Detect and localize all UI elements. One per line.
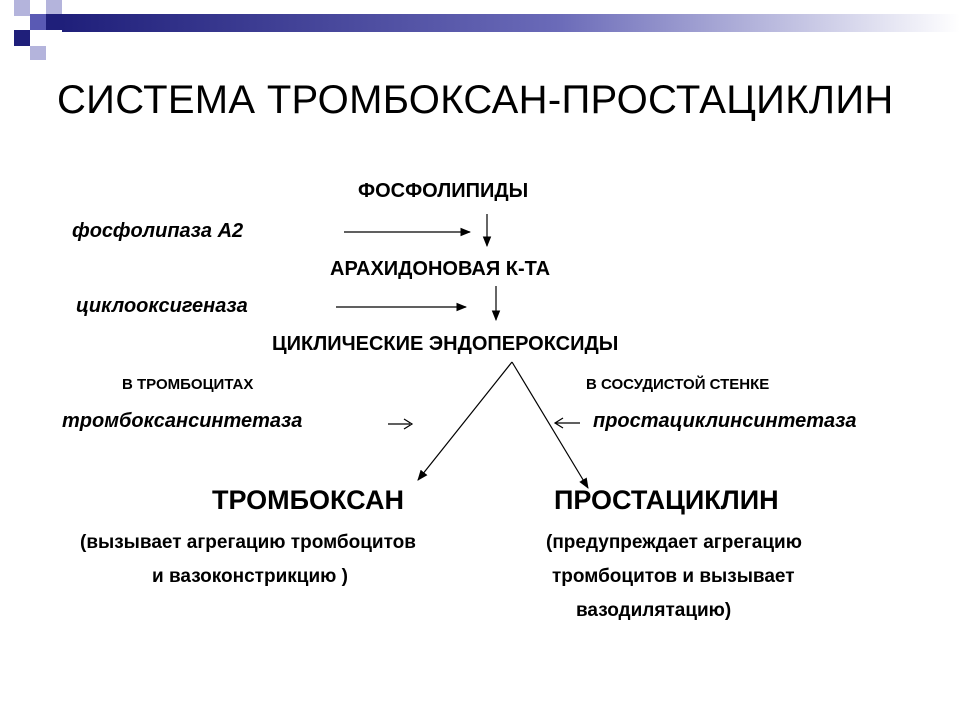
slide-title: СИСТЕМА ТРОМБОКСАН-ПРОСТАЦИКЛИН <box>57 78 894 122</box>
node-cyclic-endoperoxides: ЦИКЛИЧЕСКИЕ ЭНДОПЕРОКСИДЫ <box>272 333 619 355</box>
arrow-prostacyclin-synthetase <box>555 418 580 428</box>
arrow-to-prostacyclin <box>512 362 588 488</box>
location-platelets: В ТРОМБОЦИТАХ <box>122 376 254 393</box>
enzyme-thromboxane-synthetase: тромбоксансинтетаза <box>62 410 303 432</box>
thromboxane-effect-line: и вазоконстрикцию ) <box>152 566 348 587</box>
enzyme-prostacyclin-synthetase: простациклинсинтетаза <box>593 410 857 432</box>
node-thromboxane: ТРОМБОКСАН <box>212 485 404 515</box>
enzyme-phospholipase: фосфолипаза А2 <box>72 220 244 242</box>
prostacyclin-effect-line: тромбоцитов и вызывает <box>552 566 795 587</box>
prostacyclin-effect-line: вазодилятацию) <box>576 600 732 621</box>
node-phospholipids: ФОСФОЛИПИДЫ <box>358 180 529 202</box>
location-vessel-wall: В СОСУДИСТОЙ СТЕНКЕ <box>586 376 770 393</box>
thromboxane-effect-line: (вызывает агрегацию тромбоцитов <box>80 532 416 553</box>
node-arachidonic-acid: АРАХИДОНОВАЯ К-ТА <box>330 258 551 280</box>
node-prostacyclin: ПРОСТАЦИКЛИН <box>554 485 779 515</box>
arrow-thromboxane-synthetase <box>388 419 412 429</box>
enzyme-cyclooxygenase: циклооксигеназа <box>76 295 248 317</box>
prostacyclin-effect-line: (предупреждает агрегацию <box>546 532 802 553</box>
arrow-to-thromboxane <box>418 362 512 480</box>
